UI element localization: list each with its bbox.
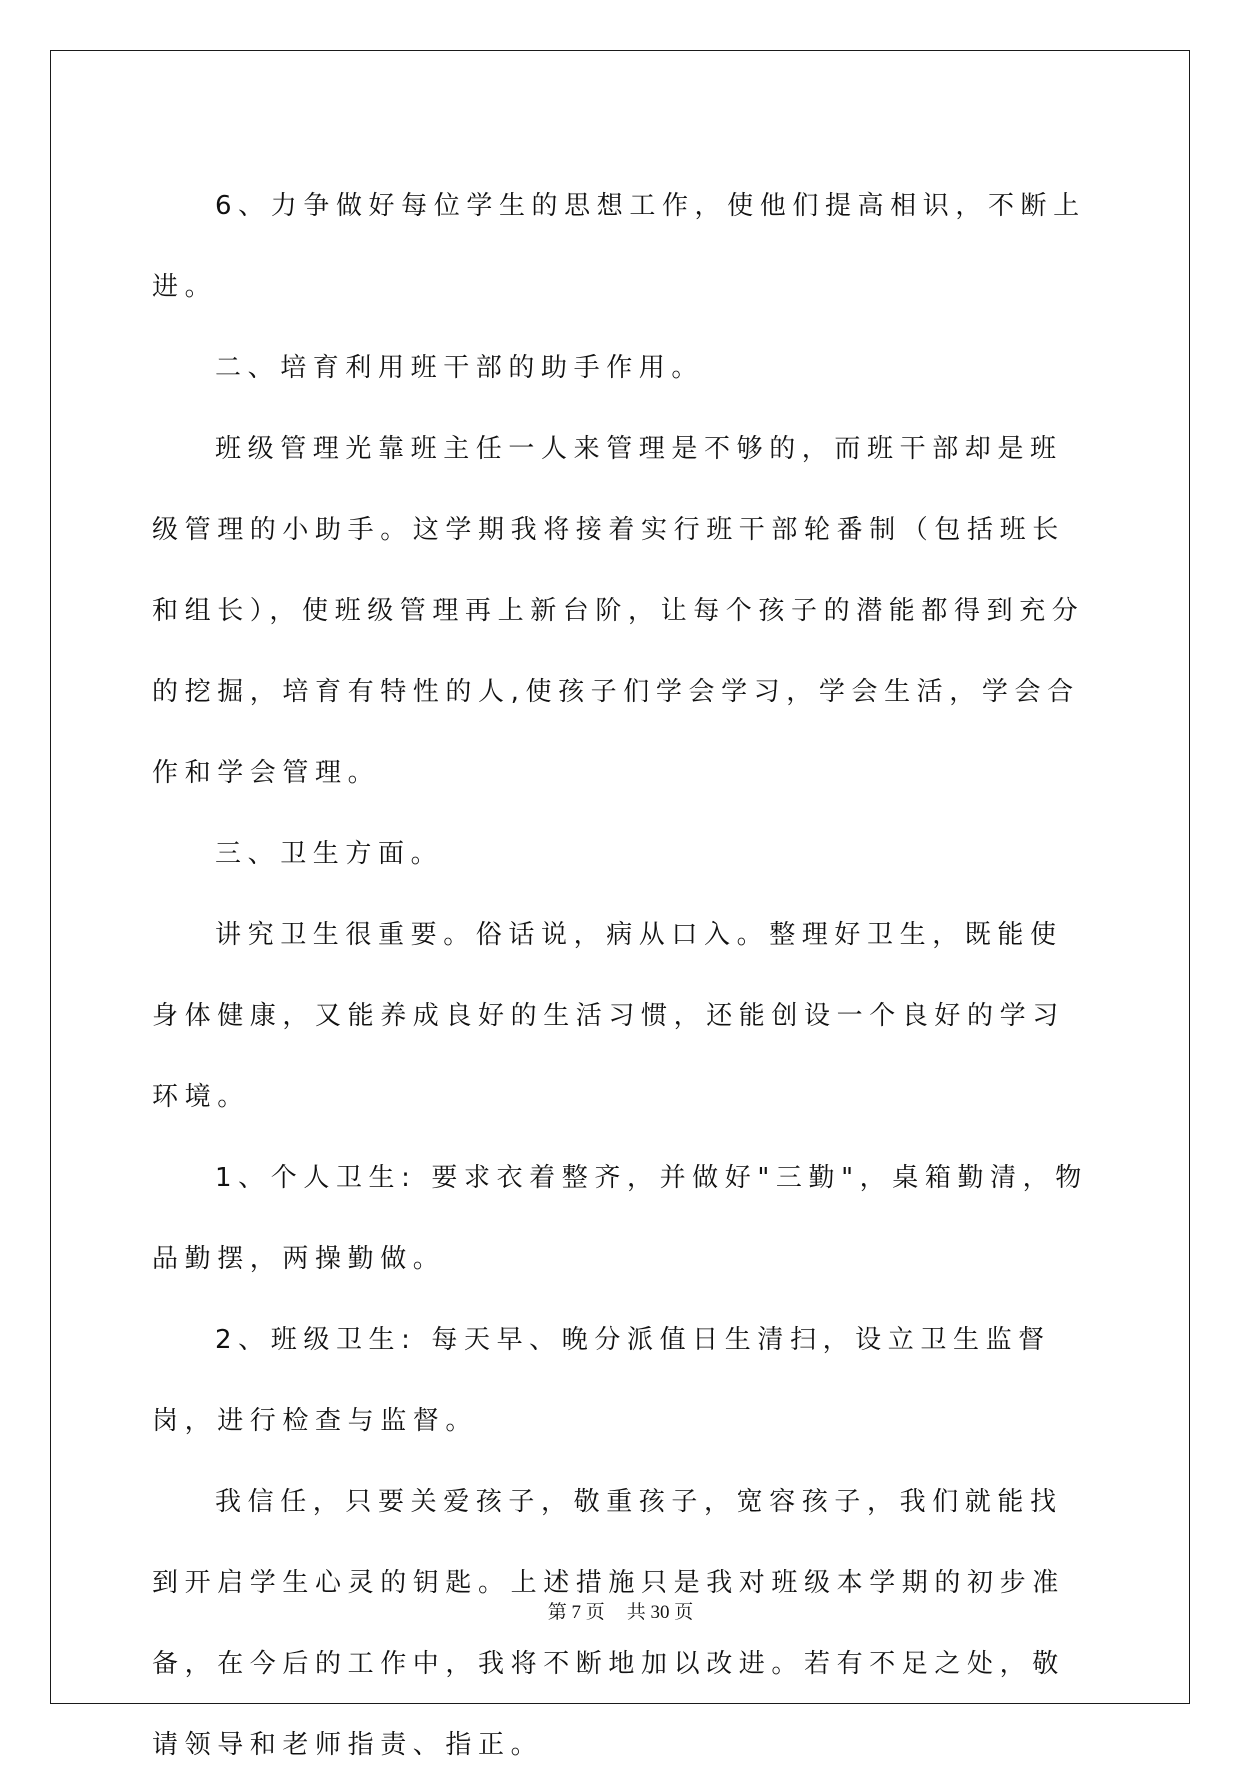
- paragraph: 讲究卫生很重要。俗话说，病从口入。整理好卫生，既能使身体健康，又能养成良好的生活习惯，还能创设一个良好的学习环境。: [152, 920, 1065, 1112]
- section-heading: 三、卫生方面。: [215, 839, 444, 869]
- page-footer: [0, 1597, 1241, 1624]
- total-pages: 共 30 页: [626, 1602, 694, 1623]
- paragraph: 2、班级卫生: 每天早、晚分派值日生清扫，设立卫生监督岗，进行检查与监督。: [152, 1325, 1051, 1436]
- paragraph: 我信任，只要关爱孩子，敬重孩子，宽容孩子，我们就能找到开启学生心灵的钥匙。上述措施只是我对班级本学期的初步准备，在今后的工作中，我将不断地加以改进。若有不足之处，敬请领导和老师指责、指正。: [152, 1487, 1065, 1760]
- paragraph: 6、力争做好每位学生的思想工作，使他们提高相识，不断上进。: [152, 191, 1086, 302]
- paragraph: 班级管理光靠班主任一人来管理是不够的，而班干部却是班级管理的小助手。这学期我将接着实行班干部轮番制（包括班长和组长），使班级管理再上新台阶，让每个孩子的潜能都得到充分的挖掘，培育有特性的人,使孩子们学会学习，学会生活，学会合作和学会管理。: [152, 434, 1085, 788]
- paragraph: 1、个人卫生: 要求衣着整齐，并做好"三勤"，桌箱勤清，物品勤摆，两操勤做。: [152, 1163, 1088, 1274]
- page-number: 第 7 页: [547, 1602, 605, 1623]
- document-body: [152, 166, 1090, 1786]
- section-heading: 二、培育利用班干部的助手作用。: [215, 353, 705, 383]
